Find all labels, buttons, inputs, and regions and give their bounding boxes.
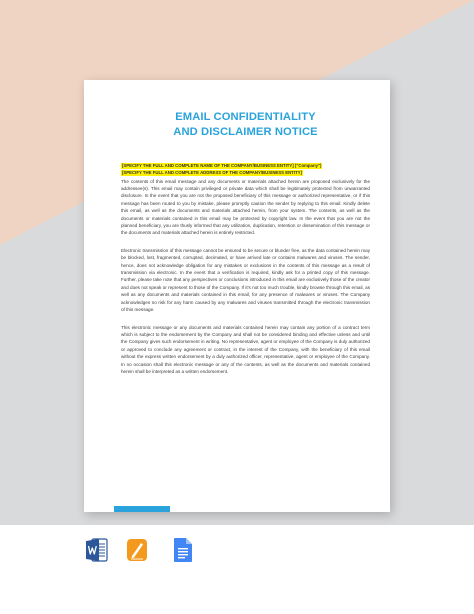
pages-icon[interactable]	[126, 537, 148, 563]
company-name-placeholder: [SPECIFY THE FULL AND COMPLETE NAME OF THE COMPANY/BUSINESS ENTITY] ("Company")	[122, 163, 322, 168]
document-page	[84, 80, 390, 512]
accent-bar	[114, 506, 170, 512]
company-placeholders	[121, 154, 370, 175]
title-line-1: EMAIL CONFIDENTIALITY	[175, 111, 316, 123]
document-title	[121, 110, 370, 140]
paragraph-contract: This electronic message or any documents and materials contained herein may contain any portion of a contract term which is subject to the endorsement by the Company and shall not be considered binding and effective unless and until the Company gives such endorsement in writing. No representative, agent or employee of the Company is duly authorized or approved to conclude any agreement or contract, in the interest of the Company, with the beneficiary of this email without the express written endorsement by a duly authorized officer, representative, agent or employee of the Company. In no occasion shall this electronic message or any of the contents, as well as the documents and materials contained herein shall be interpreted as a written endorsement.	[121, 324, 370, 374]
word-icon[interactable]	[86, 537, 108, 563]
paragraph-transmission: Electronic transmission of this message cannot be ensured to be secure or blunder free, as the data contained herein may be blocked, lost, fragmented, corrupted, decimated, or have arrived late or contains malwares and viruses. The sender, hence, does not acknowledge obligation for any mistakes or exclusions in the contents of this message as a result of transmission via electronic. In the event that a verification is required, kindly ask for a printed copy of this message. Further, please take note that any perspectives or conclusions introduced in this email are exclusively those of the creator and does not speak or represent to those of the Company. If it's not too much trouble, kindly browse through this email, as well as any documents and materials contained in this email, for any presence of malwares or viruses. The Company acknowledges no risk for any harm caused by any malwares and viruses transmitted through the electronic transmission of this message.	[121, 247, 370, 313]
title-line-2: AND DISCLAIMER NOTICE	[173, 126, 318, 138]
google-docs-icon[interactable]	[172, 537, 194, 563]
paragraph-confidentiality: The contents of this email message and any documents or materials attached herein are proposed exclusively for the addressee(s). This email may contain privileged or private data which shall be legitimately protected from unwarranted disclosure. In the event that you are not the proposed beneficiary of this message or authorized representative, or if this message has been routed to you by mistake, please promptly caution the sender by replying to this email. Kindly delete this email, as well as the documents and materials attached herein, from your system. The contents, as well as the documents or materials contained in this email may be protected by copyright law. In the event that you are not the planned beneficiary, you are thusly informed that any utilization, duplication, retention or dissemination of this message or the documents and materials attached herein is entirely restricted.	[121, 178, 370, 236]
company-address-placeholder: [SPECIFY THE FULL AND COMPLETE ADDRESS OF THE COMPANY/BUSINESS ENTITY]	[122, 169, 302, 175]
